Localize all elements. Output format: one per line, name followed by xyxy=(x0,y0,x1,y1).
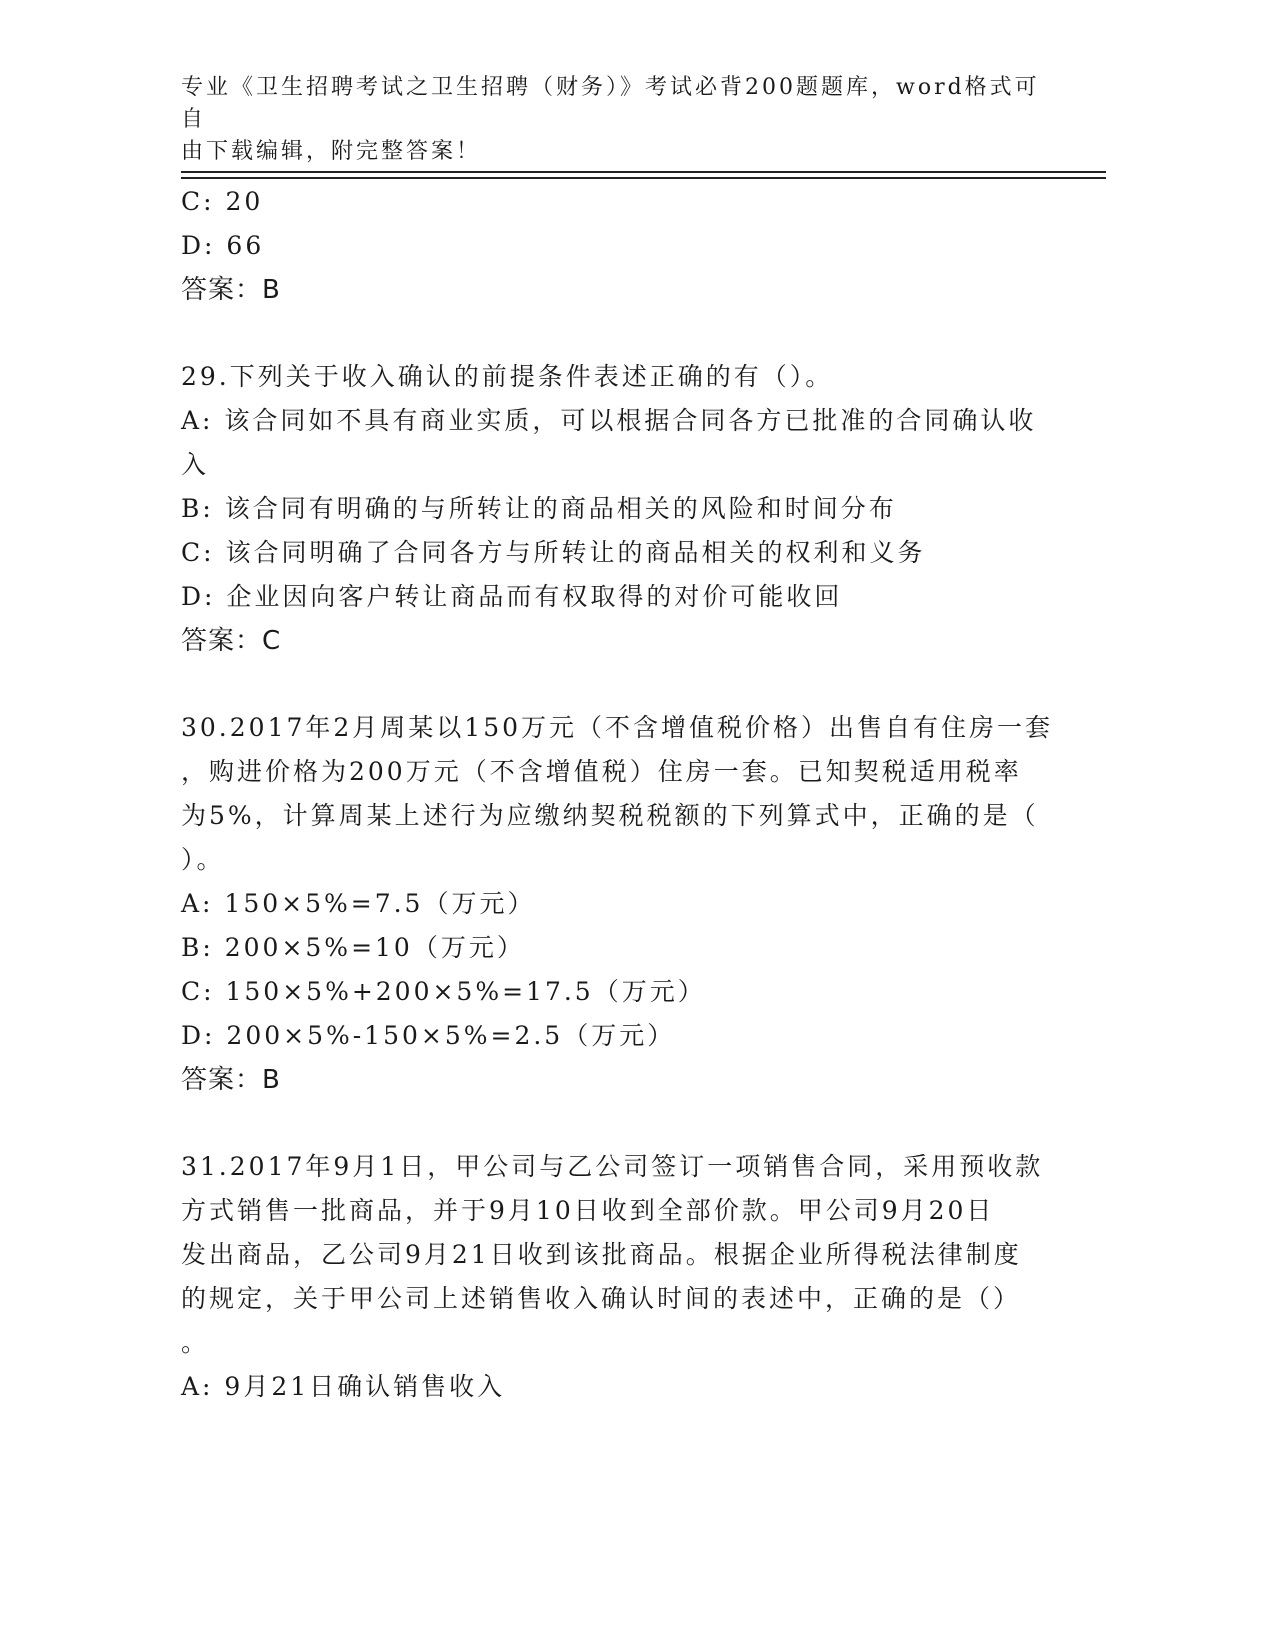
q30-option-d: D: 200×5%-150×5%=2.5（万元） xyxy=(181,1021,676,1050)
header-line-1: 专业《卫生招聘考试之卫生招聘（财务）》考试必背200题题库，word格式可自 xyxy=(181,75,1040,132)
q31-stem-line-4: 的规定，关于甲公司上述销售收入确认时间的表述中，正确的是（） xyxy=(181,1284,1022,1313)
q30-option-b: B: 200×5%=10（万元） xyxy=(181,933,525,962)
header-rule-top xyxy=(181,171,1106,173)
spacer xyxy=(181,663,1041,706)
q31-stem-line-5: 。 xyxy=(181,1328,210,1357)
q28-option-c: C: 20 xyxy=(181,187,264,216)
q31-stem-line-1: 31.2017年9月1日，甲公司与乙公司签订一项销售合同，采用预收款 xyxy=(181,1152,1044,1181)
q30-answer: 答案：B xyxy=(181,1065,281,1095)
q29-option-d: D: 企业因向客户转让商品而有权取得的对价可能收回 xyxy=(181,582,843,611)
q30-stem-line-4: ）。 xyxy=(181,845,225,874)
document-body xyxy=(181,180,1054,1409)
q29-option-b: B: 该合同有明确的与所转让的商品相关的风险和时间分布 xyxy=(181,494,897,523)
q29-option-c: C: 该合同明确了合同各方与所转让的商品相关的权利和义务 xyxy=(181,538,926,567)
q30-option-c: C: 150×5%+200×5%=17.5（万元） xyxy=(181,977,706,1006)
header-rule-bottom xyxy=(181,177,1106,179)
q29-option-a-line-2: 入 xyxy=(181,450,210,479)
spacer xyxy=(181,312,1041,355)
header-line-2: 由下载编辑，附完整答案！ xyxy=(181,139,482,164)
q30-option-a: A: 150×5%=7.5（万元） xyxy=(181,889,536,918)
q31-option-a: A: 9月21日确认销售收入 xyxy=(181,1372,506,1401)
q31-stem-line-3: 发出商品，乙公司9月21日收到该批商品。根据企业所得税法律制度 xyxy=(181,1240,1022,1269)
q29-option-a-line-1: A: 该合同如不具有商业实质，可以根据合同各方已批准的合同确认收 xyxy=(181,406,1037,435)
q28-answer: 答案：B xyxy=(181,275,281,305)
q30-stem-line-2: ，购进价格为200万元（不含增值税）住房一套。已知契税适用税率 xyxy=(181,757,1022,786)
q30-stem-line-1: 30.2017年2月周某以150万元（不含增值税价格）出售自有住房一套 xyxy=(181,713,1054,742)
q28-option-d: D: 66 xyxy=(181,231,265,260)
page-header xyxy=(181,72,1041,168)
q30-stem-line-3: 为5%，计算周某上述行为应缴纳契税税额的下列算式中，正确的是（ xyxy=(181,801,1039,830)
q29-answer: 答案：C xyxy=(181,626,282,656)
q29-stem: 29.下列关于收入确认的前提条件表述正确的有（）。 xyxy=(181,362,834,391)
q31-stem-line-2: 方式销售一批商品，并于9月10日收到全部价款。甲公司9月20日 xyxy=(181,1196,995,1225)
spacer xyxy=(181,1102,1041,1145)
